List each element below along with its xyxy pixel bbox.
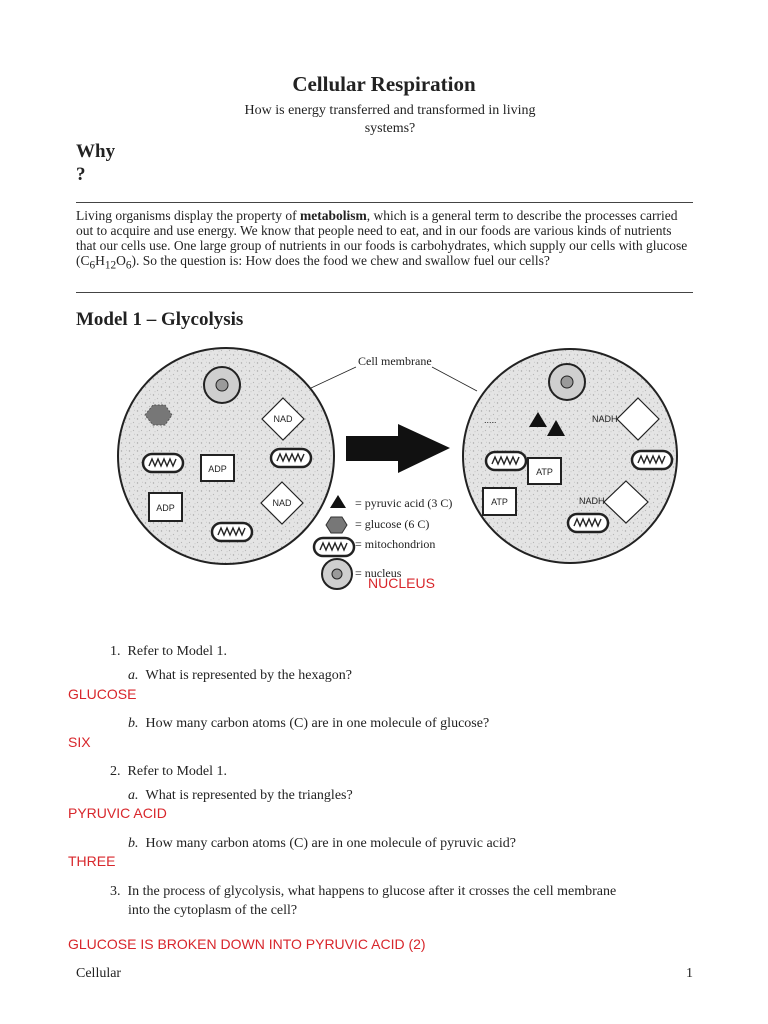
why-heading	[76, 140, 136, 186]
nad-label-2: NAD	[272, 498, 292, 508]
membrane-pointer-left	[311, 367, 356, 388]
left-adp-1	[201, 455, 234, 481]
legend-mito-icon	[314, 538, 354, 556]
legend-pyruvic: = pyruvic acid (3 C)	[355, 496, 453, 510]
page-title: Cellular Respiration	[292, 72, 476, 96]
question-2a-letter: a.	[128, 788, 139, 803]
intro-text-1: Living organisms display the property of	[76, 208, 300, 223]
question-1b	[128, 714, 489, 733]
formula-o: O	[116, 253, 126, 268]
atp-label-2: ATP	[491, 497, 508, 507]
why-heading-line1: Why	[76, 141, 116, 162]
page-number: 1	[686, 966, 693, 981]
mitochondrion-3	[212, 523, 252, 541]
left-nucleus	[204, 367, 240, 403]
formula-h: H	[95, 253, 105, 268]
question-2a	[128, 786, 353, 805]
question-2b	[128, 834, 516, 853]
footer-left: Cellular	[76, 966, 122, 981]
cell-membrane-label: Cell membrane	[358, 354, 432, 368]
mitochondrion-6	[568, 514, 608, 532]
top-divider	[76, 202, 693, 203]
intro-text-2: , which is a general term to describe the processes carried out to acquire and use energy. We know that people need to eat, and in our foods are various kinds of nutrients that our cells use. One large group of nutrients in our foods is carbohydrates, which supply our cells with glucose (C	[76, 208, 688, 268]
left-adp-2	[149, 493, 182, 521]
question-3-number: 3.	[110, 884, 121, 899]
answer-3: GLUCOSE IS BROKEN DOWN INTO PYRUVIC ACID (2)	[68, 936, 426, 952]
question-1-number: 1.	[110, 644, 121, 659]
why-heading-line2: ?	[76, 164, 86, 185]
mitochondrion-4	[486, 452, 526, 470]
right-atp-2	[483, 488, 516, 515]
process-arrow	[346, 424, 450, 473]
dots-label: .....	[484, 415, 497, 425]
model-heading: Model 1 – Glycolysis	[76, 309, 244, 330]
legend-hexagon-icon	[326, 517, 347, 533]
formula-sub-c: 6	[89, 259, 96, 272]
legend	[314, 495, 452, 591]
formula-sub-o: 6	[125, 259, 132, 272]
question-1-text: Refer to Model 1.	[127, 644, 228, 659]
glycolysis-diagram	[0, 345, 768, 605]
adp-label-2: ADP	[156, 503, 175, 513]
right-nucleus	[549, 364, 585, 400]
intro-text-3: ). So the question is: How does the food we chew and swallow fuel our cells?	[131, 253, 550, 268]
intro-bold-term: metabolism	[299, 208, 367, 223]
right-cell	[463, 349, 677, 563]
bottom-divider	[76, 292, 693, 293]
adp-label-1: ADP	[208, 464, 227, 474]
page-subtitle: How is energy transferred and transformed in living systems?	[244, 103, 536, 136]
question-2	[110, 762, 227, 781]
answer-2b: THREE	[68, 853, 116, 869]
mitochondrion-5	[632, 451, 672, 469]
question-1b-letter: b.	[128, 716, 139, 731]
question-2-text: Refer to Model 1.	[127, 764, 228, 779]
question-3-text-line2: into the cytoplasm of the cell?	[128, 903, 298, 918]
mitochondrion-2	[271, 449, 311, 467]
question-3	[110, 882, 670, 920]
legend-nucleus-handwritten: NUCLEUS	[368, 575, 435, 591]
question-2-number: 2.	[110, 764, 121, 779]
question-3-text-line1: In the process of glycolysis, what happens to glucose after it crosses the cell membrane	[127, 884, 617, 899]
question-1a-text: What is represented by the hexagon?	[145, 668, 352, 683]
question-1a-letter: a.	[128, 668, 139, 683]
question-2b-letter: b.	[128, 836, 139, 851]
formula-sub-h: 12	[104, 259, 117, 272]
intro-paragraph	[76, 208, 693, 274]
question-1	[110, 642, 227, 661]
membrane-pointer-right	[432, 367, 477, 391]
question-2a-text: What is represented by the triangles?	[145, 788, 353, 803]
mitochondrion-1	[143, 454, 183, 472]
atp-label-1: ATP	[536, 467, 553, 477]
left-cell	[118, 348, 334, 564]
nadh-label-1: NADH	[592, 414, 618, 424]
legend-nucleolus-icon	[332, 569, 342, 579]
nad-label-1: NAD	[273, 414, 293, 424]
question-1a	[128, 666, 352, 685]
nadh-label-2: NADH	[579, 496, 605, 506]
legend-triangle-icon	[330, 495, 346, 508]
right-atp-1	[528, 458, 561, 484]
legend-mito: = mitochondrion	[355, 537, 436, 551]
answer-2a: PYRUVIC ACID	[68, 805, 167, 821]
question-2b-text: How many carbon atoms (C) are in one molecule of pyruvic acid?	[145, 836, 516, 851]
answer-1b: SIX	[68, 734, 91, 750]
question-1b-text: How many carbon atoms (C) are in one molecule of glucose?	[145, 716, 490, 731]
legend-nucleus: = nucleus	[355, 566, 402, 580]
legend-glucose: = glucose (6 C)	[355, 517, 430, 531]
answer-1a: GLUCOSE	[68, 686, 137, 702]
